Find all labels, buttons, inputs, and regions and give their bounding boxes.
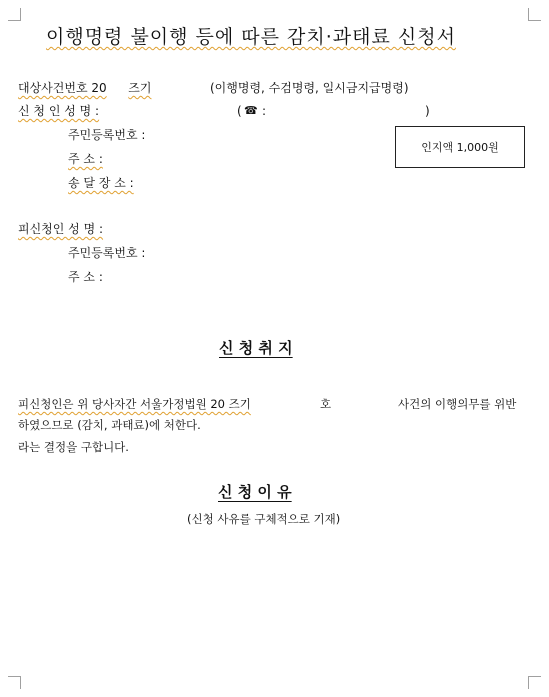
reason-note: (신청 사유를 구체적으로 기재): [187, 512, 341, 526]
stamp-fee-text: 인지액 1,000원: [421, 141, 499, 154]
applicant-name-row: [18, 104, 99, 118]
applicant-phone-colon: :: [262, 104, 267, 118]
purpose-line-1b: 호: [320, 397, 332, 411]
page-corner-bottom-right: [528, 676, 541, 689]
respondent-rrn-label: 주민등록번호 :: [68, 246, 146, 260]
applicant-delivery-label: 송 달 장 소 :: [68, 176, 134, 190]
respondent-name-label: 피신청인 성 명 :: [18, 222, 104, 236]
case-number-row: [18, 81, 151, 95]
applicant-address-row: [68, 152, 103, 166]
page-corner-top-right: [528, 8, 541, 21]
case-number-label: 대상사건번호 20: [18, 81, 107, 95]
case-types: (이행명령, 수검명령, 일시금지급명령): [210, 81, 409, 95]
reason-heading: 신 청 이 유: [218, 483, 292, 501]
purpose-line-2: 하였으므로 (감치, 과태료)에 처한다.: [18, 418, 201, 432]
page-corner-top-left: [8, 8, 21, 21]
purpose-line-3: 라는 결정을 구합니다.: [18, 440, 129, 454]
purpose-line-1a-text: 피신청인은 위 당사자간 서울가정법원 20 즈기: [18, 397, 251, 411]
applicant-name-label: 신 청 인 성 명 :: [18, 104, 100, 118]
applicant-rrn-label: 주민등록번호 :: [68, 128, 146, 142]
page-corner-bottom-left: [8, 676, 21, 689]
purpose-line-1c: 사건의 이행의무를 위반: [398, 397, 517, 411]
stamp-fee-box: [395, 126, 525, 168]
applicant-phone-open: (: [237, 104, 242, 118]
applicant-phone-close: ): [425, 104, 430, 118]
purpose-heading: 신 청 취 지: [219, 339, 293, 357]
respondent-name-row: [18, 222, 103, 236]
phone-icon: ☎: [244, 104, 258, 117]
applicant-address-label: 주 소 :: [68, 152, 103, 166]
document-title: [46, 26, 456, 48]
purpose-line-1a: [18, 397, 251, 411]
respondent-address-label: 주 소 :: [68, 270, 103, 284]
case-number-suffix: 즈기: [128, 81, 152, 95]
document-title-text: 이행명령 불이행 등에 따른 감치·과태료 신청서: [46, 26, 456, 48]
applicant-delivery-row: [68, 176, 134, 190]
